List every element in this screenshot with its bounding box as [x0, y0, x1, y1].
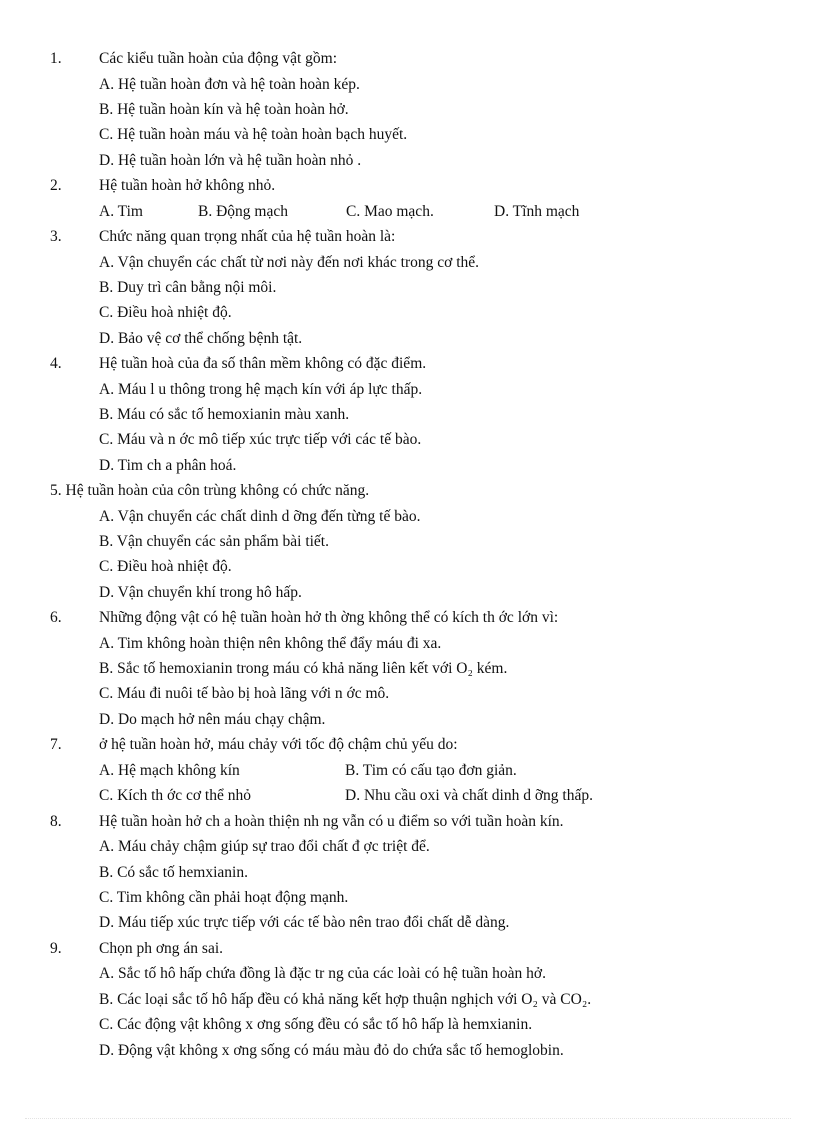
answer-option: A. Hệ mạch không kín — [99, 762, 240, 779]
question-number: 4. — [50, 355, 62, 372]
answer-option: D. Hệ tuần hoàn lớn và hệ tuần hoàn nhỏ . — [99, 152, 362, 169]
answer-option: C. Hệ tuần hoàn máu và hệ toàn hoàn bạch huyết. — [99, 126, 408, 143]
answer-option: A. Vận chuyển các chất từ nơi này đến nơi khác trong cơ thể. — [99, 254, 480, 271]
answer-option: C. Máu và n ớc mô tiếp xúc trực tiếp với các tế bào. — [99, 431, 422, 448]
answer-option: C. Các động vật không x ơng sống đều có sắc tố hô hấp là hemxianin. — [99, 1016, 533, 1033]
answer-option: D. Nhu cầu oxi và chất dinh d ỡng thấp. — [345, 787, 593, 804]
question-number-label: 5. — [50, 482, 62, 499]
question-text: ở hệ tuần hoàn hở, máu chảy với tốc độ chậm chủ yếu do: — [99, 736, 458, 753]
answer-option: A. Sắc tố hô hấp chứa đồng là đặc tr ng của các loài có hệ tuần hoàn hở. — [99, 965, 546, 982]
answer-option: B. Sắc tố hemoxianin trong máu có khả năng liên kết với O₂ kém. — [99, 660, 508, 677]
answer-option: C. Kích th ớc cơ thể nhỏ — [99, 787, 251, 804]
question-number: 7. — [50, 736, 62, 753]
answer-option: B. Động mạch — [198, 203, 288, 220]
question-text: Những động vật có hệ tuần hoàn hở th ờng không thể có kích th ớc lớn vì: — [99, 609, 559, 626]
question-number: 1. — [50, 50, 62, 67]
question-number — [50, 482, 369, 500]
answer-option: C. Điều hoà nhiệt độ. — [99, 558, 232, 575]
answer-option: A. Máu chảy chậm giúp sự trao đổi chất đ ợc triệt để. — [99, 838, 430, 855]
question-text: Hệ tuần hoà của đa số thân mềm không có đặc điểm. — [99, 355, 427, 372]
answer-option: D. Tim ch a phân hoá. — [99, 457, 237, 474]
answer-option: D. Động vật không x ơng sống có máu màu đỏ do chứa sắc tố hemoglobin. — [99, 1042, 564, 1059]
answer-option: A. Tim không hoàn thiện nên không thể đẩy máu đi xa. — [99, 635, 442, 652]
answer-option: A. Hệ tuần hoàn đơn và hệ toàn hoàn kép. — [99, 76, 360, 93]
answer-option: A. Vận chuyển các chất dinh d ỡng đến từng tế bào. — [99, 508, 421, 525]
question-text: Chọn ph ơng án sai. — [99, 940, 224, 957]
answer-option: D. Vận chuyển khí trong hô hấp. — [99, 584, 302, 601]
answer-option: B. Máu có sắc tố hemoxianin màu xanh. — [99, 406, 350, 423]
answer-option: B. Các loại sắc tố hô hấp đều có khả năng kết hợp thuận nghịch với O₂ và CO₂. — [99, 991, 592, 1008]
question-text: Chức năng quan trọng nhất của hệ tuần hoàn là: — [99, 228, 396, 245]
answer-option: A. Máu l u thông trong hệ mạch kín với áp lực thấp. — [99, 381, 423, 398]
answer-option: C. Điều hoà nhiệt độ. — [99, 304, 232, 321]
answer-option: B. Tim có cấu tạo đơn giản. — [345, 762, 517, 779]
answer-option: A. Tim — [99, 203, 143, 220]
answer-option: B. Có sắc tố hemxianin. — [99, 864, 248, 881]
answer-option: D. Do mạch hở nên máu chạy chậm. — [99, 711, 326, 728]
answer-option: C. Mao mạch. — [346, 203, 434, 220]
question-number: 8. — [50, 813, 62, 830]
question-number: 9. — [50, 940, 62, 957]
answer-option: D. Máu tiếp xúc trực tiếp với các tế bào nên trao đổi chất dễ dàng. — [99, 914, 510, 931]
question-text: Các kiểu tuần hoàn của động vật gồm: — [99, 50, 338, 67]
answer-option: D. Bảo vệ cơ thể chống bệnh tật. — [99, 330, 303, 347]
question-text: Hệ tuần hoàn của côn trùng không có chức năng. — [65, 482, 370, 499]
question-text: Hệ tuần hoàn hở không nhỏ. — [99, 177, 276, 194]
question-number: 6. — [50, 609, 62, 626]
answer-option: B. Vận chuyển các sản phẩm bài tiết. — [99, 533, 329, 550]
answer-option: D. Tĩnh mạch — [494, 203, 580, 220]
question-number: 2. — [50, 177, 62, 194]
page-bottom-divider — [25, 1118, 791, 1119]
question-text: Hệ tuần hoàn hở ch a hoàn thiện nh ng vẫn có u điểm so với tuần hoàn kín. — [99, 813, 564, 830]
answer-option: B. Duy trì cân bằng nội môi. — [99, 279, 277, 296]
answer-option: C. Tim không cần phải hoạt động mạnh. — [99, 889, 349, 906]
answer-option: C. Máu đi nuôi tế bào bị hoà lãng với n ớc mô. — [99, 685, 390, 702]
question-number: 3. — [50, 228, 62, 245]
answer-option: B. Hệ tuần hoàn kín và hệ toàn hoàn hở. — [99, 101, 349, 118]
